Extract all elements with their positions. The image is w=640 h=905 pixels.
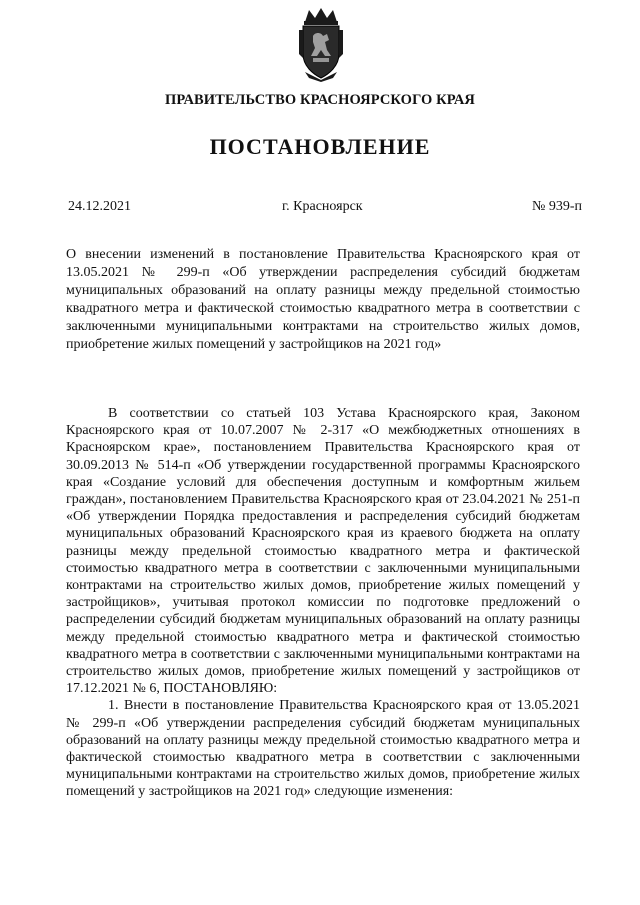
item-1-paragraph: 1. Внести в постановление Правительства Красноярского края от 13.05.2021 № 299-п «Об утверждении распределения субсидий бюджетам муниципальных образований на оплату разницы между предельной стоимостью квадратного метра и фактической стоимостью квадратного метра в соответствии с заключенными муниципальными контрактами на строительство жилых домов, приобретение жилых помещений у застройщиков на 2021 год» следующие изменения: (66, 698, 580, 800)
document-number: № 939-п (531, 199, 582, 214)
preamble-paragraph: В соответствии со статьей 103 Устава Красноярского края, Законом Красноярского края от 10.07.2007 № 2-317 «О межбюджетных отношениях в Красноярском крае», постановлением Правительства Красноярского края от 30.09.2013 № 514-п «Об утверждении государственной программы Красноярского края «Создание условий для обеспечения доступным и комфортным жильем граждан», постановлением Правительства Красноярского края от 23.04.2021 № 251-п «Об утверждении Порядка предоставления и распределения субсидий бюджетам муниципальных образований Красноярского края из краевого бюджета на оплату разницы между предельной стоимостью квадратного метра и фактической стоимостью квадратного метра в соответствии с заключенными муниципальными контрактами на строительство жилых домов, приобретение жилых помещений у застройщиков», учитывая протокол комиссии по подготовке предложений о распределении субсидий бюджетам муниципальных образований на оплату разницы между предельной стоимостью квадратного метра и фактической стоимостью квадратного метра в соответствии с заключенными муниципальными контрактами на строительство жилых домов, приобретение жилых помещений у застройщиков от 17.12.2021 № 6, ПОСТАНОВЛЯЮ: (66, 406, 580, 697)
document-body (66, 405, 580, 801)
document-subject: О внесении изменений в постановление Правительства Красноярского края от 13.05.2021 № 299-п «Об утверждении распределения субсидий бюджетам муниципальных образований на оплату разницы между предельной стоимостью квадратного метра и фактической стоимостью квадратного метра в соответствии с заключенными муниципальными контрактами на строительство жилых домов, приобретение жилых помещений у застройщиков на 2021 год» (66, 247, 580, 352)
document-date: 24.12.2021 (68, 199, 131, 214)
krasnoyarsk-coat-of-arms-icon (291, 6, 351, 82)
document-city: г. Красноярск (282, 199, 363, 214)
document-type-title: ПОСТАНОВЛЕНИЕ (209, 134, 431, 159)
government-name: ПРАВИТЕЛЬСТВО КРАСНОЯРСКОГО КРАЯ (164, 92, 475, 108)
